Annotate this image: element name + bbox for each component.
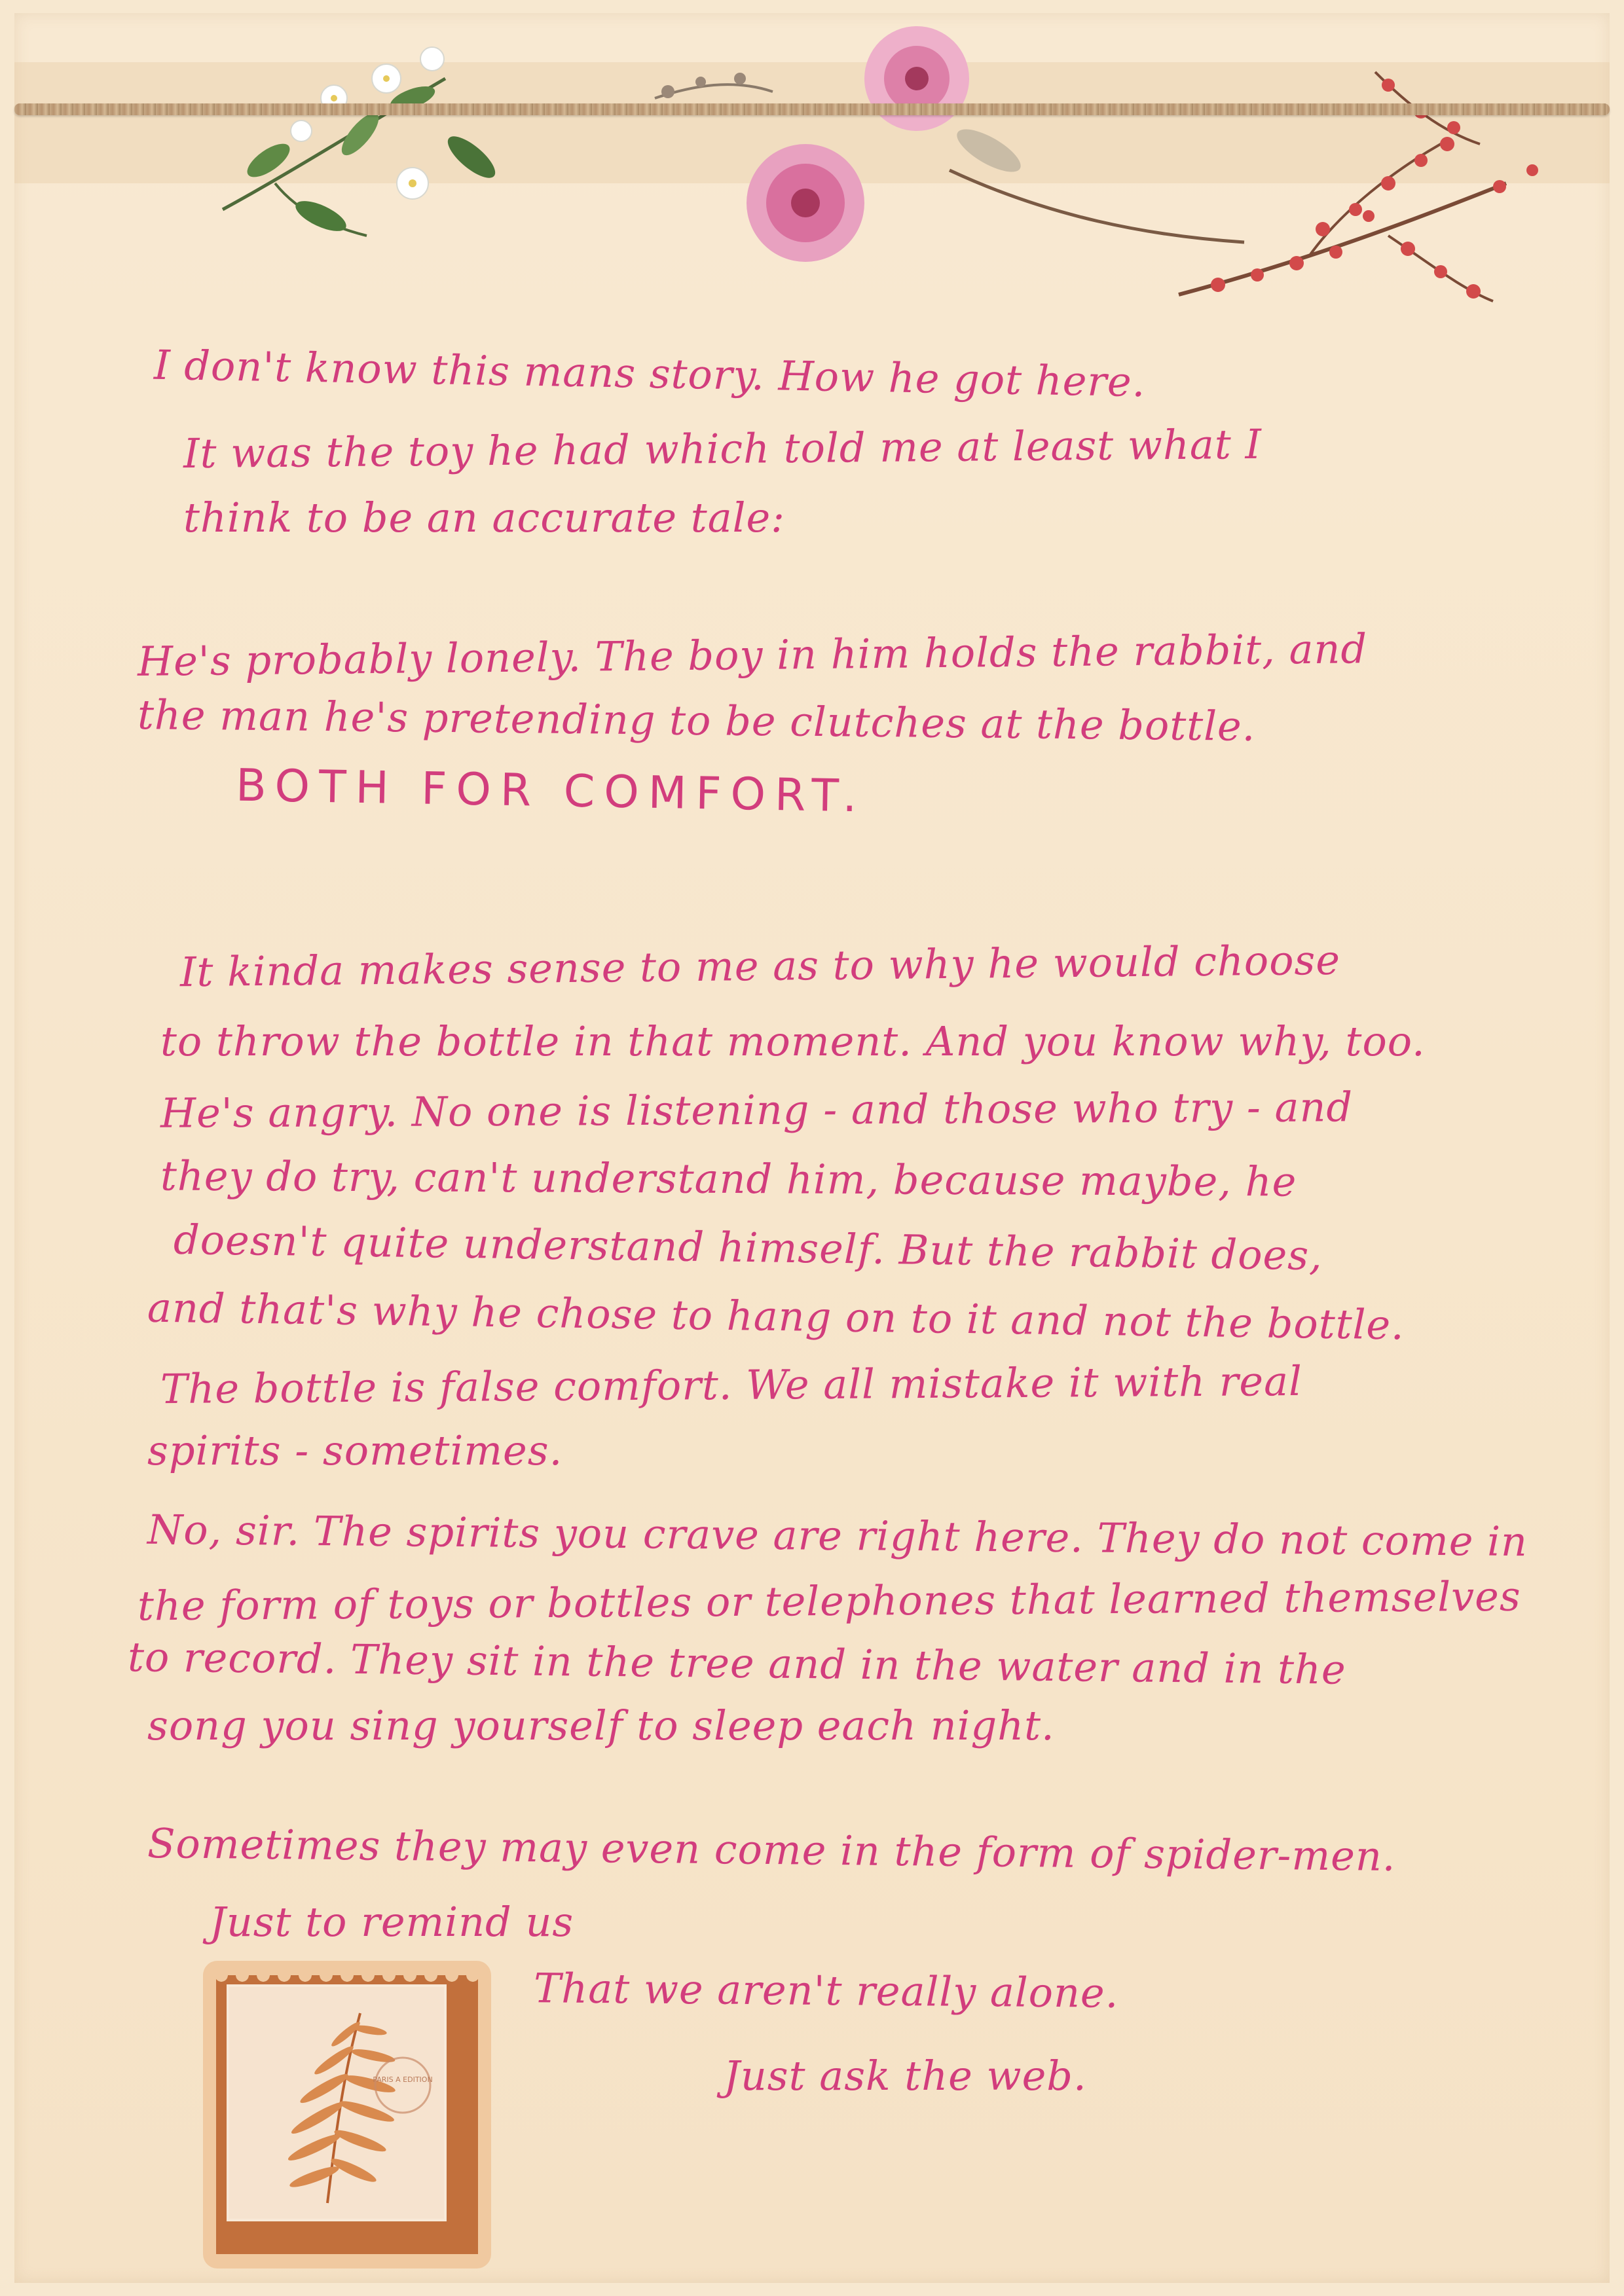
letter-line: He's angry. No one is listening - and those who try - and	[160, 1083, 1354, 1137]
white-blossom-icon	[223, 47, 501, 237]
letter-line: think to be an accurate tale:	[183, 494, 786, 541]
letter-line: the form of toys or bottles or telephones that learned themselves	[137, 1572, 1521, 1630]
emphasis-line: BOTH FOR COMFORT.	[235, 759, 867, 823]
letter-line: to record. They sit in the tree and in the water and in the	[127, 1633, 1347, 1694]
letter-line: No, sir. The spirits you crave are right here. They do not come in	[147, 1505, 1528, 1566]
letter-line: they do try, can't understand him, because maybe, he	[160, 1152, 1297, 1206]
letter-line: to throw the bottle in that moment. And you know why, too.	[160, 1017, 1426, 1065]
letter-line: spirits - sometimes.	[147, 1427, 563, 1474]
postage-stamp	[203, 1961, 491, 2269]
letter-line: I don't know this mans story. How he got here.	[153, 340, 1147, 407]
floral-decoration-icon	[196, 20, 1572, 327]
letter-line: and that's why he chose to hang on to it and not the bottle.	[147, 1283, 1405, 1349]
stamp-face	[227, 1984, 447, 2221]
letter-line: the man he's pretending to be clutches at the bottle.	[137, 691, 1256, 750]
postmark-text: PARIS A EDITION	[373, 2075, 433, 2084]
fern-icon	[229, 1987, 444, 2219]
letter-line: song you sing yourself to sleep each night.	[147, 1702, 1055, 1749]
letter-line: Just ask the web.	[724, 2052, 1087, 2100]
letter-line: Just to remind us	[210, 1898, 574, 1946]
letter-line: doesn't quite understand himself. But the rabbit does,	[173, 1215, 1323, 1280]
letter-line: Sometimes they may even come in the form of spider-men.	[147, 1819, 1396, 1880]
letter-line: It was the toy he had which told me at least what I	[183, 420, 1263, 478]
twine-string	[14, 103, 1610, 115]
letter-line: That we aren't really alone.	[533, 1964, 1119, 2017]
letter-line: It kinda makes sense to me as to why he would choose	[179, 936, 1341, 996]
pink-rose-icon	[655, 26, 1244, 262]
letter-line: He's probably lonely. The boy in him holds the rabbit, and	[137, 625, 1368, 685]
letter-line: The bottle is false comfort. We all mistake it with real	[160, 1357, 1303, 1413]
